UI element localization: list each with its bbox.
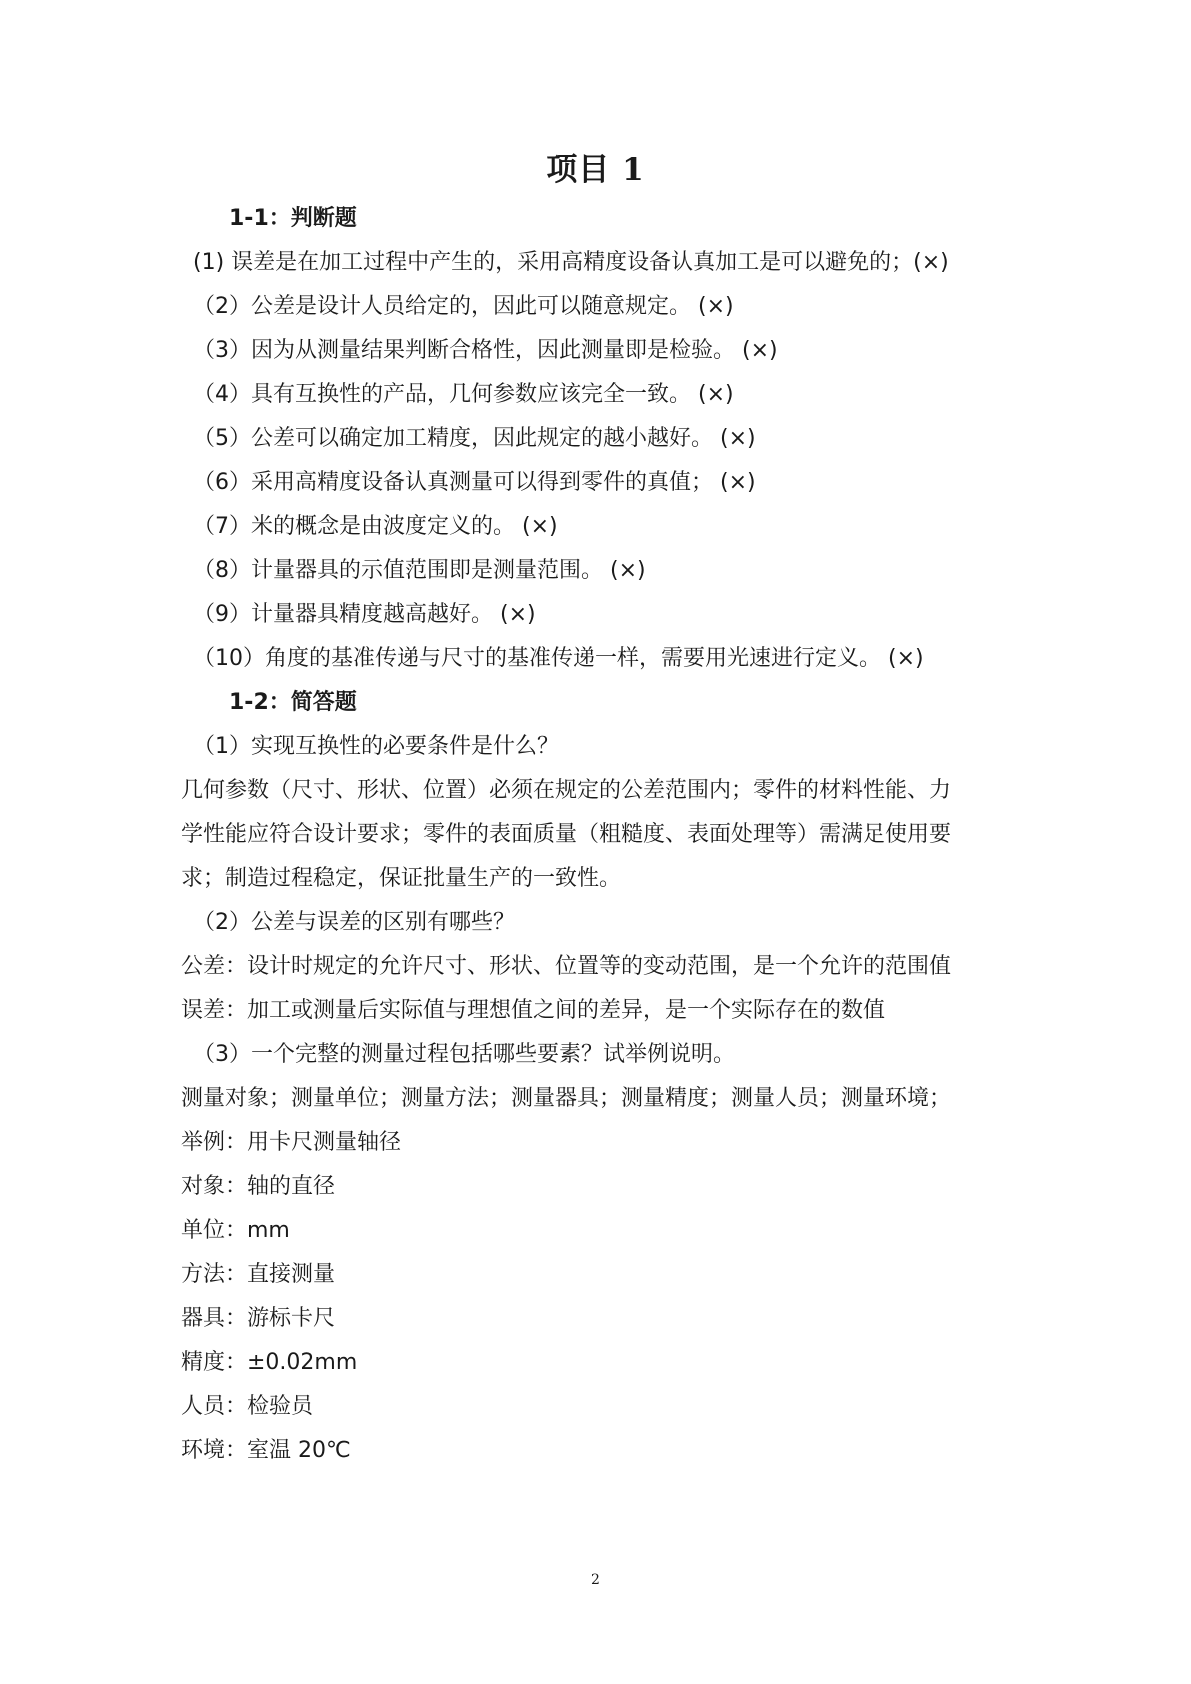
page-number: 2 [591, 1572, 600, 1588]
judgement-item: (1) 误差是在加工过程中产生的，采用高精度设备认真加工是可以避免的；(×) [193, 250, 949, 275]
judgement-item: （8）计量器具的示值范围即是测量范围。 (×) [193, 558, 646, 583]
judgement-item: （10）角度的基准传递与尺寸的基准传递一样，需要用光速进行定义。 (×) [193, 646, 924, 671]
judgement-item: （7）米的概念是由波度定义的。 (×) [193, 514, 558, 539]
answer-3-line: 测量对象；测量单位；测量方法；测量器具；测量精度；测量人员；测量环境； [181, 1086, 952, 1111]
answer-1-line: 学性能应符合设计要求；零件的表面质量（粗糙度、表面处理等）需满足使用要 [181, 822, 952, 847]
question-3: （3）一个完整的测量过程包括哪些要素？试举例说明。 [193, 1042, 735, 1067]
answer-3-line: 人员：检验员 [181, 1394, 314, 1419]
answer-3-line: 单位：mm [181, 1218, 290, 1243]
question-1: （1）实现互换性的必要条件是什么？ [193, 734, 559, 759]
section-heading-short-answer: 1-2：简答题 [229, 690, 357, 715]
answer-1-line: 求；制造过程稳定，保证批量生产的一致性。 [181, 866, 622, 891]
judgement-item: （9）计量器具精度越高越好。 (×) [193, 602, 536, 627]
answer-3-line: 器具：游标卡尺 [181, 1306, 336, 1331]
judgement-item: （4）具有互换性的产品，几何参数应该完全一致。 (×) [193, 382, 734, 407]
answer-3-line: 对象：轴的直径 [181, 1174, 336, 1199]
page-title: 项目 1 [546, 152, 645, 188]
answer-2-line: 公差：设计时规定的允许尺寸、形状、位置等的变动范围，是一个允许的范围值 [181, 954, 952, 979]
answer-3-line: 方法：直接测量 [181, 1262, 336, 1287]
document-body [181, 197, 1021, 1473]
answer-1-line: 几何参数（尺寸、形状、位置）必须在规定的公差范围内；零件的材料性能、力 [181, 778, 952, 803]
judgement-item: （5）公差可以确定加工精度，因此规定的越小越好。 (×) [193, 426, 756, 451]
judgement-item: （2）公差是设计人员给定的，因此可以随意规定。 (×) [193, 294, 734, 319]
answer-2-line: 误差：加工或测量后实际值与理想值之间的差异，是一个实际存在的数值 [181, 998, 886, 1023]
answer-3-line: 举例：用卡尺测量轴径 [181, 1130, 402, 1155]
answer-3-line: 精度：±0.02mm [181, 1350, 358, 1375]
judgement-item: （3）因为从测量结果判断合格性，因此测量即是检验。 (×) [193, 338, 778, 363]
judgement-item: （6）采用高精度设备认真测量可以得到零件的真值； (×) [193, 470, 756, 495]
section-heading-judgement: 1-1：判断题 [229, 206, 357, 231]
question-2: （2）公差与误差的区别有哪些？ [193, 910, 515, 935]
answer-3-line: 环境：室温 20℃ [181, 1438, 351, 1463]
